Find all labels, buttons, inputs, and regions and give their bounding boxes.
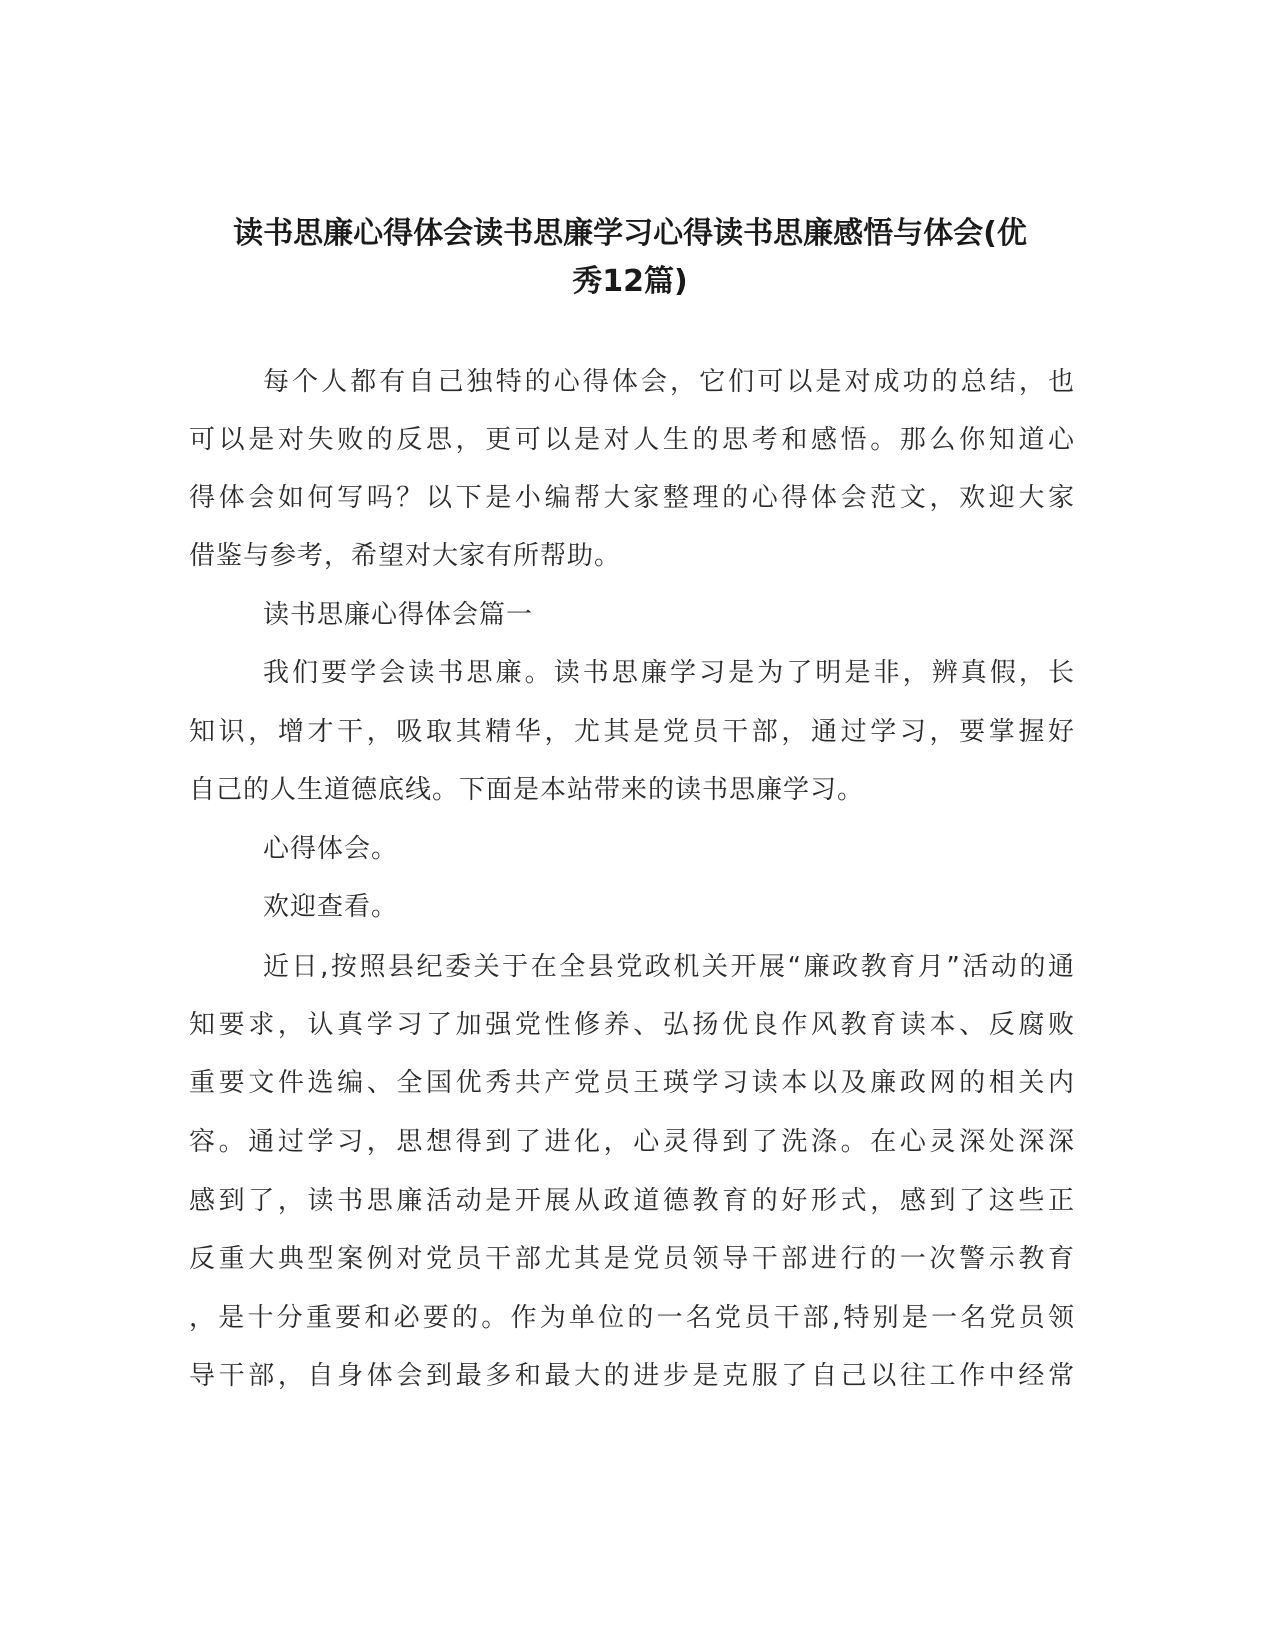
document-title-line-1: 读书思廉心得体会读书思廉学习心得读书思廉感悟与体会(优 xyxy=(233,216,1027,251)
paragraph-line: 知识，增才干，吸取其精华，尤其是党员干部，通过学习，要掌握好 xyxy=(189,717,1075,747)
paragraph-line: 近日,按照县纪委关于在全县党政机关开展“廉政教育月”活动的通 xyxy=(263,952,1075,982)
document-title-line-2: 秀12篇) xyxy=(572,264,688,299)
paragraph-line: 自己的人生道德底线。下面是本站带来的读书思廉学习。 xyxy=(189,775,865,805)
paragraph-line: 知要求，认真学习了加强党性修养、弘扬优良作风教育读本、反腐败 xyxy=(189,1010,1075,1040)
paragraph-line: 导干部，自身体会到最多和最大的进步是克服了自己以往工作中经常 xyxy=(189,1361,1075,1391)
paragraph-line: 可以是对失败的反思，更可以是对人生的思考和感悟。那么你知道心 xyxy=(189,425,1075,455)
paragraph-line: 感到了，读书思廉活动是开展从政道德教育的好形式，感到了这些正 xyxy=(189,1186,1075,1216)
paragraph-line: 容。通过学习，思想得到了进化，心灵得到了洗涤。在心灵深处深深 xyxy=(189,1127,1075,1157)
paragraph-line: 每个人都有自己独特的心得体会，它们可以是对成功的总结，也 xyxy=(263,367,1075,397)
paragraph-line: 借鉴与参考，希望对大家有所帮助。 xyxy=(189,541,622,571)
paragraph-line: 欢迎查看。 xyxy=(263,892,399,922)
paragraph-line: 反重大典型案例对党员干部尤其是党员领导干部进行的一次警示教育 xyxy=(189,1244,1075,1274)
section-heading: 读书思廉心得体会篇一 xyxy=(263,600,534,630)
paragraph-line: 重要文件选编、全国优秀共产党员王瑛学习读本以及廉政网的相关内 xyxy=(189,1068,1075,1098)
paragraph-line: 得体会如何写吗？以下是小编帮大家整理的心得体会范文，欢迎大家 xyxy=(189,483,1075,513)
paragraph-line: ，是十分重要和必要的。作为单位的一名党员干部,特别是一名党员领 xyxy=(189,1303,1075,1333)
paragraph-line: 心得体会。 xyxy=(263,834,399,864)
paragraph-line: 我们要学会读书思廉。读书思廉学习是为了明是非，辨真假，长 xyxy=(263,658,1075,688)
